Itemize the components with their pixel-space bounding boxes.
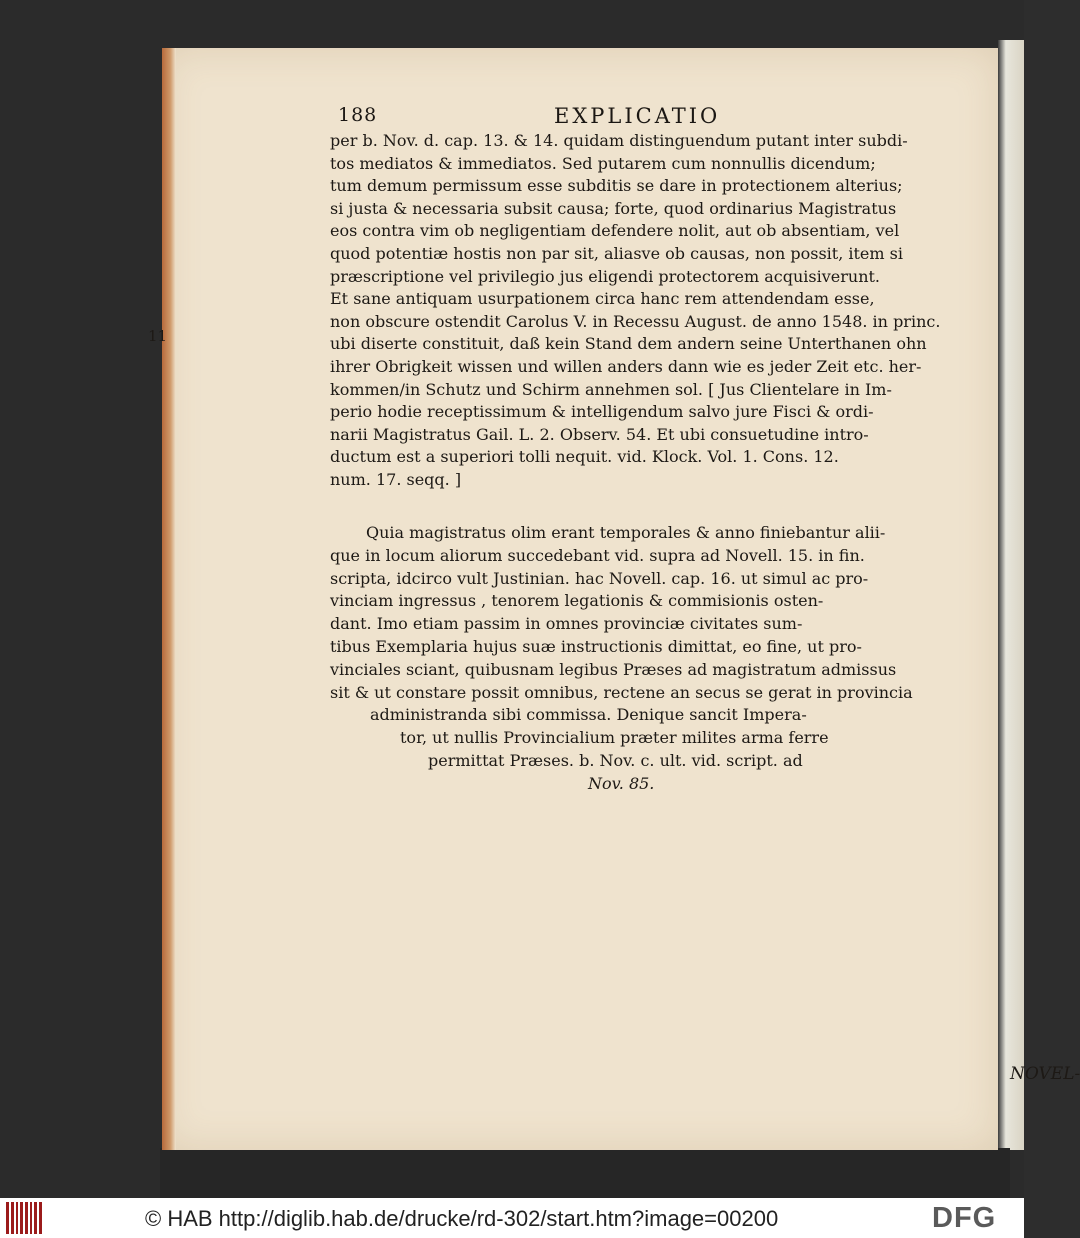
page-spine-edge bbox=[162, 48, 176, 1150]
text-line: que in locum aliorum succedebant vid. supra ad Novell. 15. in fin. bbox=[330, 545, 865, 565]
text-line: perio hodie receptissimum & intelligendum salvo jure Fisci & ordi- bbox=[330, 402, 874, 422]
text-line: per b. Nov. d. cap. 13. & 14. quidam distinguendum putant inter subdi- bbox=[330, 131, 908, 150]
paragraph-2 bbox=[330, 522, 970, 796]
running-head: EXPLICATIO bbox=[554, 104, 721, 128]
text-line: si justa & necessaria subsit causa; forte, quod ordinarius Magistratus bbox=[330, 198, 897, 218]
text-line: præscriptione vel privilegio jus eligendi protectorem acquisiverunt. bbox=[330, 266, 881, 286]
text-line: vinciam ingressus , tenorem legationis & commisionis osten- bbox=[330, 591, 824, 611]
text-line: tos mediatos & immediatos. Sed putarem cum nonnullis dicendum; bbox=[330, 153, 876, 173]
footer-url[interactable]: © HAB http://diglib.hab.de/drucke/rd-302/start.htm?image=00200 bbox=[145, 1206, 779, 1231]
text-line: sit & ut constare possit omnibus, rectene an secus se gerat in provincia bbox=[330, 682, 913, 702]
text-line: narii Magistratus Gail. L. 2. Observ. 54. Et ubi consuetudine intro- bbox=[330, 424, 869, 444]
text-line: tibus Exemplaria hujus suæ instructionis dimittat, eo fine, ut pro- bbox=[330, 636, 862, 656]
text-line: eos contra vim ob negligentiam defendere nolit, aut ob absentiam, vel bbox=[330, 221, 900, 241]
text-line: tor, ut nullis Provincialium præter milites arma ferre bbox=[400, 728, 829, 748]
text-line: quod potentiæ hostis non par sit, aliasve ob causas, non possit, item si bbox=[330, 243, 903, 263]
margin-number: 11 bbox=[148, 327, 168, 345]
paragraph-1 bbox=[330, 130, 970, 492]
text-line: ihrer Obrigkeit wissen und willen anders dann wie es jeder Zeit etc. her- bbox=[330, 356, 922, 376]
text-line: scripta, idcirco vult Justinian. hac Novell. cap. 16. ut simul ac pro- bbox=[330, 568, 869, 588]
text-line: administranda sibi commissa. Denique sancit Impera- bbox=[370, 705, 807, 725]
text-line: non obscure ostendit Carolus V. in Recessu August. de anno 1548. in princ. bbox=[330, 311, 941, 331]
text-line: Quia magistratus olim erant temporales & anno finiebantur alii- bbox=[366, 523, 886, 542]
book-bottom-shadow bbox=[160, 1148, 1010, 1198]
text-line: kommen/in Schutz und Schirm annehmen sol. [ Jus Clientelare in Im- bbox=[330, 379, 892, 399]
text-line: ubi diserte constituit, daß kein Stand dem andern seine Unterthanen ohn bbox=[330, 334, 927, 354]
text-line: tum demum permissum esse subditis se dare in protectionem alterius; bbox=[330, 176, 903, 196]
text-line: num. 17. seqq. ] bbox=[330, 469, 462, 489]
text-line: Nov. 85. bbox=[588, 773, 655, 793]
text-line: Et sane antiquam usurpationem circa hanc rem attendendam esse, bbox=[330, 289, 875, 309]
text-line: ductum est a superiori tolli nequit. vid. Klock. Vol. 1. Cons. 12. bbox=[330, 447, 839, 467]
text-line: permittat Præses. b. Nov. c. ult. vid. script. ad bbox=[428, 750, 803, 770]
dfg-logo-icon: DFG bbox=[932, 1202, 997, 1234]
page-number: 188 bbox=[338, 104, 378, 126]
catchword: NOVEL- bbox=[1010, 1064, 1080, 1084]
next-page-edge bbox=[998, 40, 1024, 1150]
hab-logo-icon bbox=[6, 1202, 46, 1234]
text-line: vinciales sciant, quibusnam legibus Præses ad magistratum admissus bbox=[330, 659, 897, 679]
text-line: dant. Imo etiam passim in omnes provinciæ civitates sum- bbox=[330, 614, 803, 634]
footer-bar bbox=[0, 1198, 1024, 1238]
